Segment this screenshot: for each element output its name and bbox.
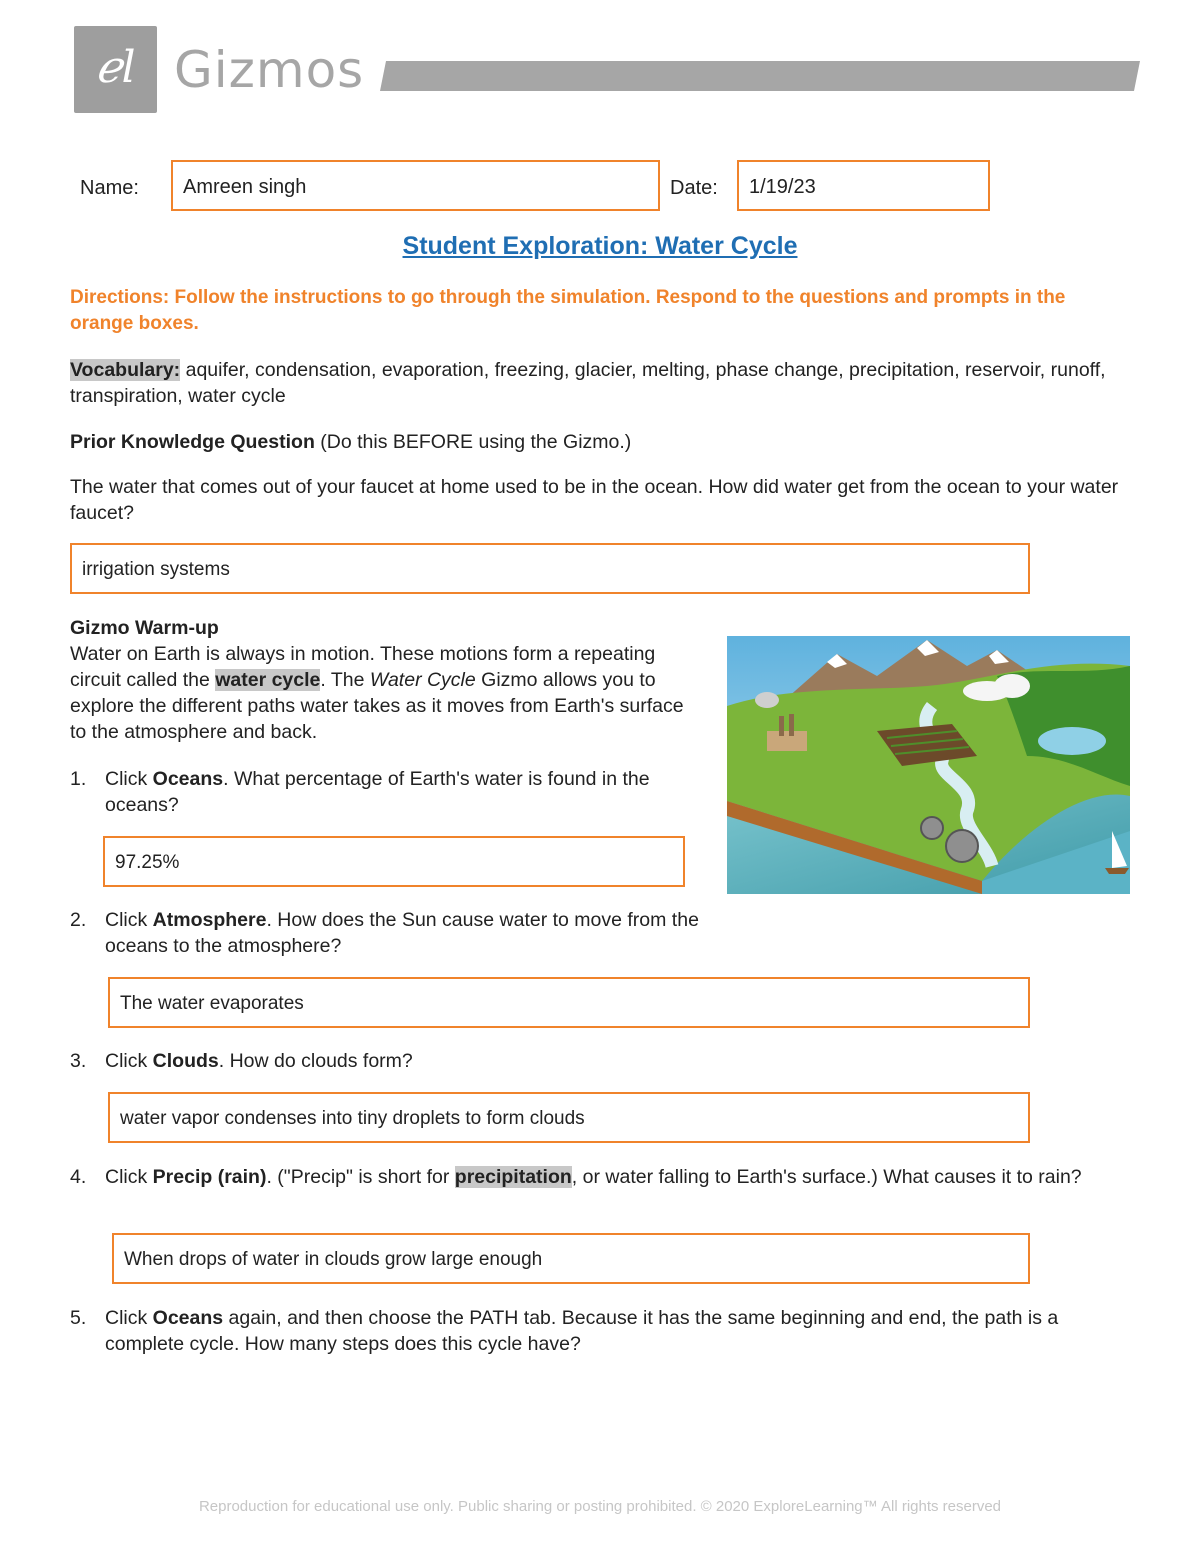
- warmup-heading: Gizmo Warm-up: [70, 617, 219, 639]
- name-field[interactable]: [171, 160, 660, 211]
- brand-name: Gizmos: [174, 41, 365, 99]
- q3-answer: water vapor condenses into tiny droplets to form clouds: [120, 1108, 585, 1129]
- q4-number: 4.: [70, 1166, 87, 1188]
- copyright-footer: Reproduction for educational use only. Public sharing or posting prohibited. © 2020 ExploreLearning™ All rights reserved: [198, 1498, 1002, 1515]
- q4-text: Click Precip (rain). ("Precip" is short for precipitation, or water falling to Earth's surface.) What causes it to rain?: [105, 1166, 1082, 1188]
- date-field[interactable]: [737, 160, 990, 211]
- prior-knowledge-question: The water that comes out of your faucet at home used to be in the ocean. How did water get from the ocean to your water faucet?: [70, 476, 1119, 524]
- vocabulary-text: aquifer, condensation, evaporation, freezing, glacier, melting, phase change, precipitation, reservoir, runoff, transpiration, water cycle: [70, 359, 1106, 407]
- name-label: Name:: [80, 177, 139, 199]
- warmup-intro: Water on Earth is always in motion. These motions form a repeating circuit called the water cycle. The Water Cycle Gizmo allows you to explore the different paths water takes as it moves from Earth's surface to the atmosphere and back.: [70, 643, 684, 743]
- q3-answer-box[interactable]: [108, 1092, 1030, 1143]
- directions: Directions: Follow the instructions to go through the simulation. Respond to the questions and prompts in the orange boxes.: [70, 287, 1066, 334]
- prior-knowledge-heading-line: [70, 429, 631, 455]
- prior-answer: irrigation systems: [82, 559, 230, 580]
- prior-knowledge-note: (Do this BEFORE using the Gizmo.): [314, 431, 632, 453]
- header-rule: [380, 61, 1140, 91]
- q1-answer-box[interactable]: [103, 836, 685, 887]
- q2-answer: The water evaporates: [120, 993, 304, 1014]
- page-title[interactable]: Student Exploration: Water Cycle: [402, 232, 798, 260]
- q2-number: 2.: [70, 909, 87, 931]
- q3-number: 3.: [70, 1050, 87, 1072]
- name-value: Amreen singh: [183, 176, 307, 198]
- precipitation-term: precipitation: [454, 1166, 572, 1188]
- q1-answer: 97.25%: [115, 852, 180, 873]
- prior-knowledge-heading: Prior Knowledge Question: [70, 431, 315, 453]
- q1-text: Click Oceans. What percentage of Earth's water is found in the oceans?: [105, 768, 650, 816]
- q2-answer-box[interactable]: [108, 977, 1030, 1028]
- date-value: 1/19/23: [749, 176, 816, 198]
- prior-answer-box[interactable]: [70, 543, 1030, 594]
- q3-text: Click Clouds. How do clouds form?: [105, 1050, 413, 1072]
- q4-answer-box[interactable]: [112, 1233, 1030, 1284]
- q5-text: Click Oceans again, and then choose the PATH tab. Because it has the same beginning and end, the path is a complete cycle. How many steps does this cycle have?: [105, 1307, 1059, 1355]
- water-cycle-illustration: [727, 636, 1130, 894]
- q4-answer: When drops of water in clouds grow large enough: [124, 1249, 543, 1270]
- date-label: Date:: [670, 177, 718, 199]
- q1-number: 1.: [70, 768, 87, 790]
- q5-number: 5.: [70, 1307, 87, 1329]
- vocabulary: [70, 357, 1130, 409]
- q2-text: Click Atmosphere. How does the Sun cause water to move from the oceans to the atmosphere?: [105, 909, 699, 957]
- explorelearning-logo-icon: ℯl: [95, 42, 136, 93]
- vocabulary-label: Vocabulary:: [70, 359, 181, 381]
- water-cycle-term: water cycle: [215, 669, 321, 691]
